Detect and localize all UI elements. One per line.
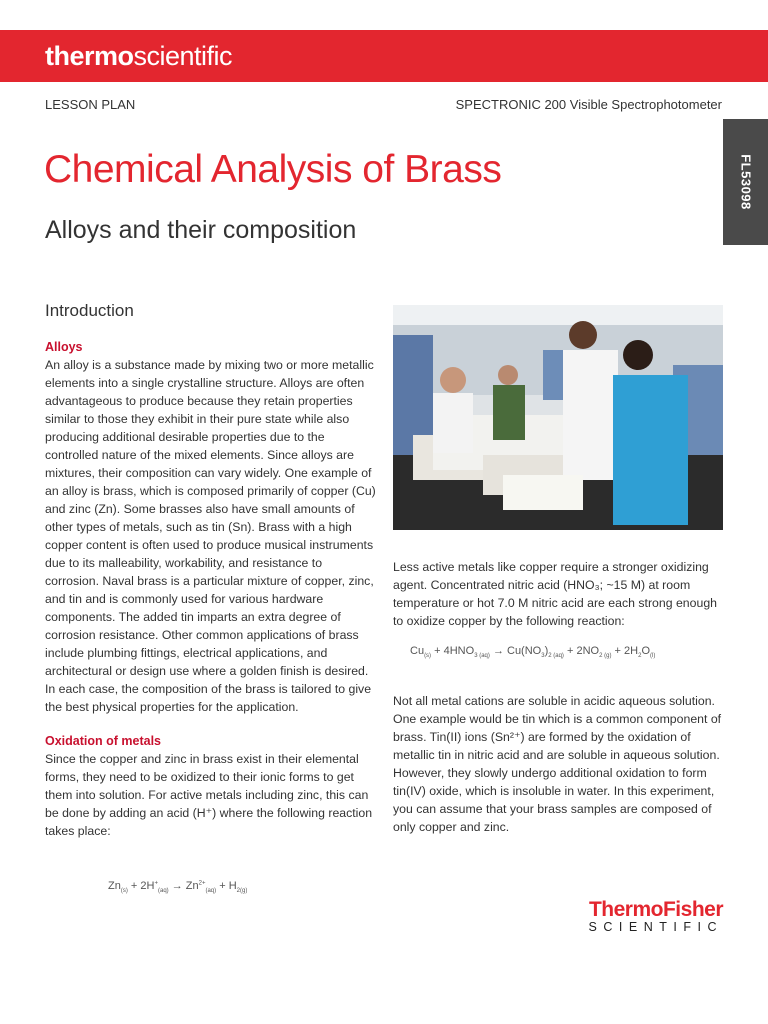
copper-paragraph: Less active metals like copper require a stronger oxidizing agent. Concentrated nitric acid (HNO₃; ~15 M) at room temperature or hot 7.0 M nitric acid are each strong enough to oxidize copper by the following reaction: xyxy=(393,560,718,628)
thermofisher-logo-bottom: SCIENTIFIC xyxy=(588,920,723,934)
classroom-photo xyxy=(393,305,723,530)
tin-paragraph: Not all metal cations are soluble in acidic aqueous solution. One example would be tin which is a common component of brass. Tin(II) ions (Sn²⁺) are formed by the oxidation of metallic tin in nitric acid and are soluble in aqueous solution. However, they slowly undergo additional oxidation to form tin(IV) oxide, which is insoluble in water. In this experiment, you can assume that your brass samples are composed of only copper and zinc. xyxy=(393,694,722,834)
lab-students-image xyxy=(393,305,723,530)
page-title: Chemical Analysis of Brass xyxy=(44,148,502,191)
zinc-equation: $Zn_{(s)} + 2H^+_{(aq)} \to Zn^{2+}_{(aq)} + H_{2(g)}$ xyxy=(108,880,248,895)
oxidation-paragraph: Since the copper and zinc in brass exist in their elemental forms, they need to be oxidized to their ionic forms to get them into solution. For active metals including zinc, this can be done by adding an acid (H⁺) where the following reaction takes place: xyxy=(45,752,373,838)
thermoscientific-logo xyxy=(45,41,232,72)
right-column xyxy=(393,558,723,836)
oxidation-heading: Oxidation of metals xyxy=(45,734,161,748)
thermofisher-logo xyxy=(571,898,723,934)
header-bar xyxy=(0,30,768,82)
left-column xyxy=(45,340,378,840)
introduction-heading: Introduction xyxy=(45,301,134,320)
page-subtitle: Alloys and their composition xyxy=(45,216,357,244)
alloys-paragraph: An alloy is a substance made by mixing two or more metallic elements into a single crystalline structure. Alloys are often advantageous to produce because they retain properties similar to those they exhibit in their pure state while also producing additional desirable properties due to the controlled nature of the mixed elements. Since alloys are mixtures, their composition can vary widely. One example of an alloy is brass, which is composed primarily of copper (Cu) and zinc (Zn). Some brasses also have small amounts of other types of metals, such as tin (Sn). Brass with a high copper content is often used to produce musical instruments due to its malleability, workability, and resistance to corrosion. Naval brass is a particular mixture of copper, zinc, and tin and is commonly used for various hardware components. The added tin imparts an extra degree of corrosion resistance. Other common applications of brass include plumbing fittings, electrical applications, and architectural or design use where a golden finish is desired. In each case, the composition of the brass is tailored to give the best physical properties for the application. xyxy=(45,358,376,714)
brand-light: scientific xyxy=(133,41,233,71)
thermofisher-logo-top: ThermoFisher xyxy=(588,898,723,921)
copper-equation: $Cu_{(s)} + 4HNO_{3 (aq)} \to Cu(NO_3)_{2 (aq)} + 2NO_{2 (g)} + 2H_2O_{(l)}$ xyxy=(410,645,656,660)
lesson-plan-label: LESSON PLAN xyxy=(45,97,136,112)
alloys-heading: Alloys xyxy=(45,340,83,354)
instrument-label: SPECTRONIC 200 Visible Spectrophotometer xyxy=(455,97,722,112)
doc-code: FL53098 xyxy=(738,154,753,210)
doc-code-tab xyxy=(723,119,768,245)
brand-bold: thermo xyxy=(45,41,134,71)
